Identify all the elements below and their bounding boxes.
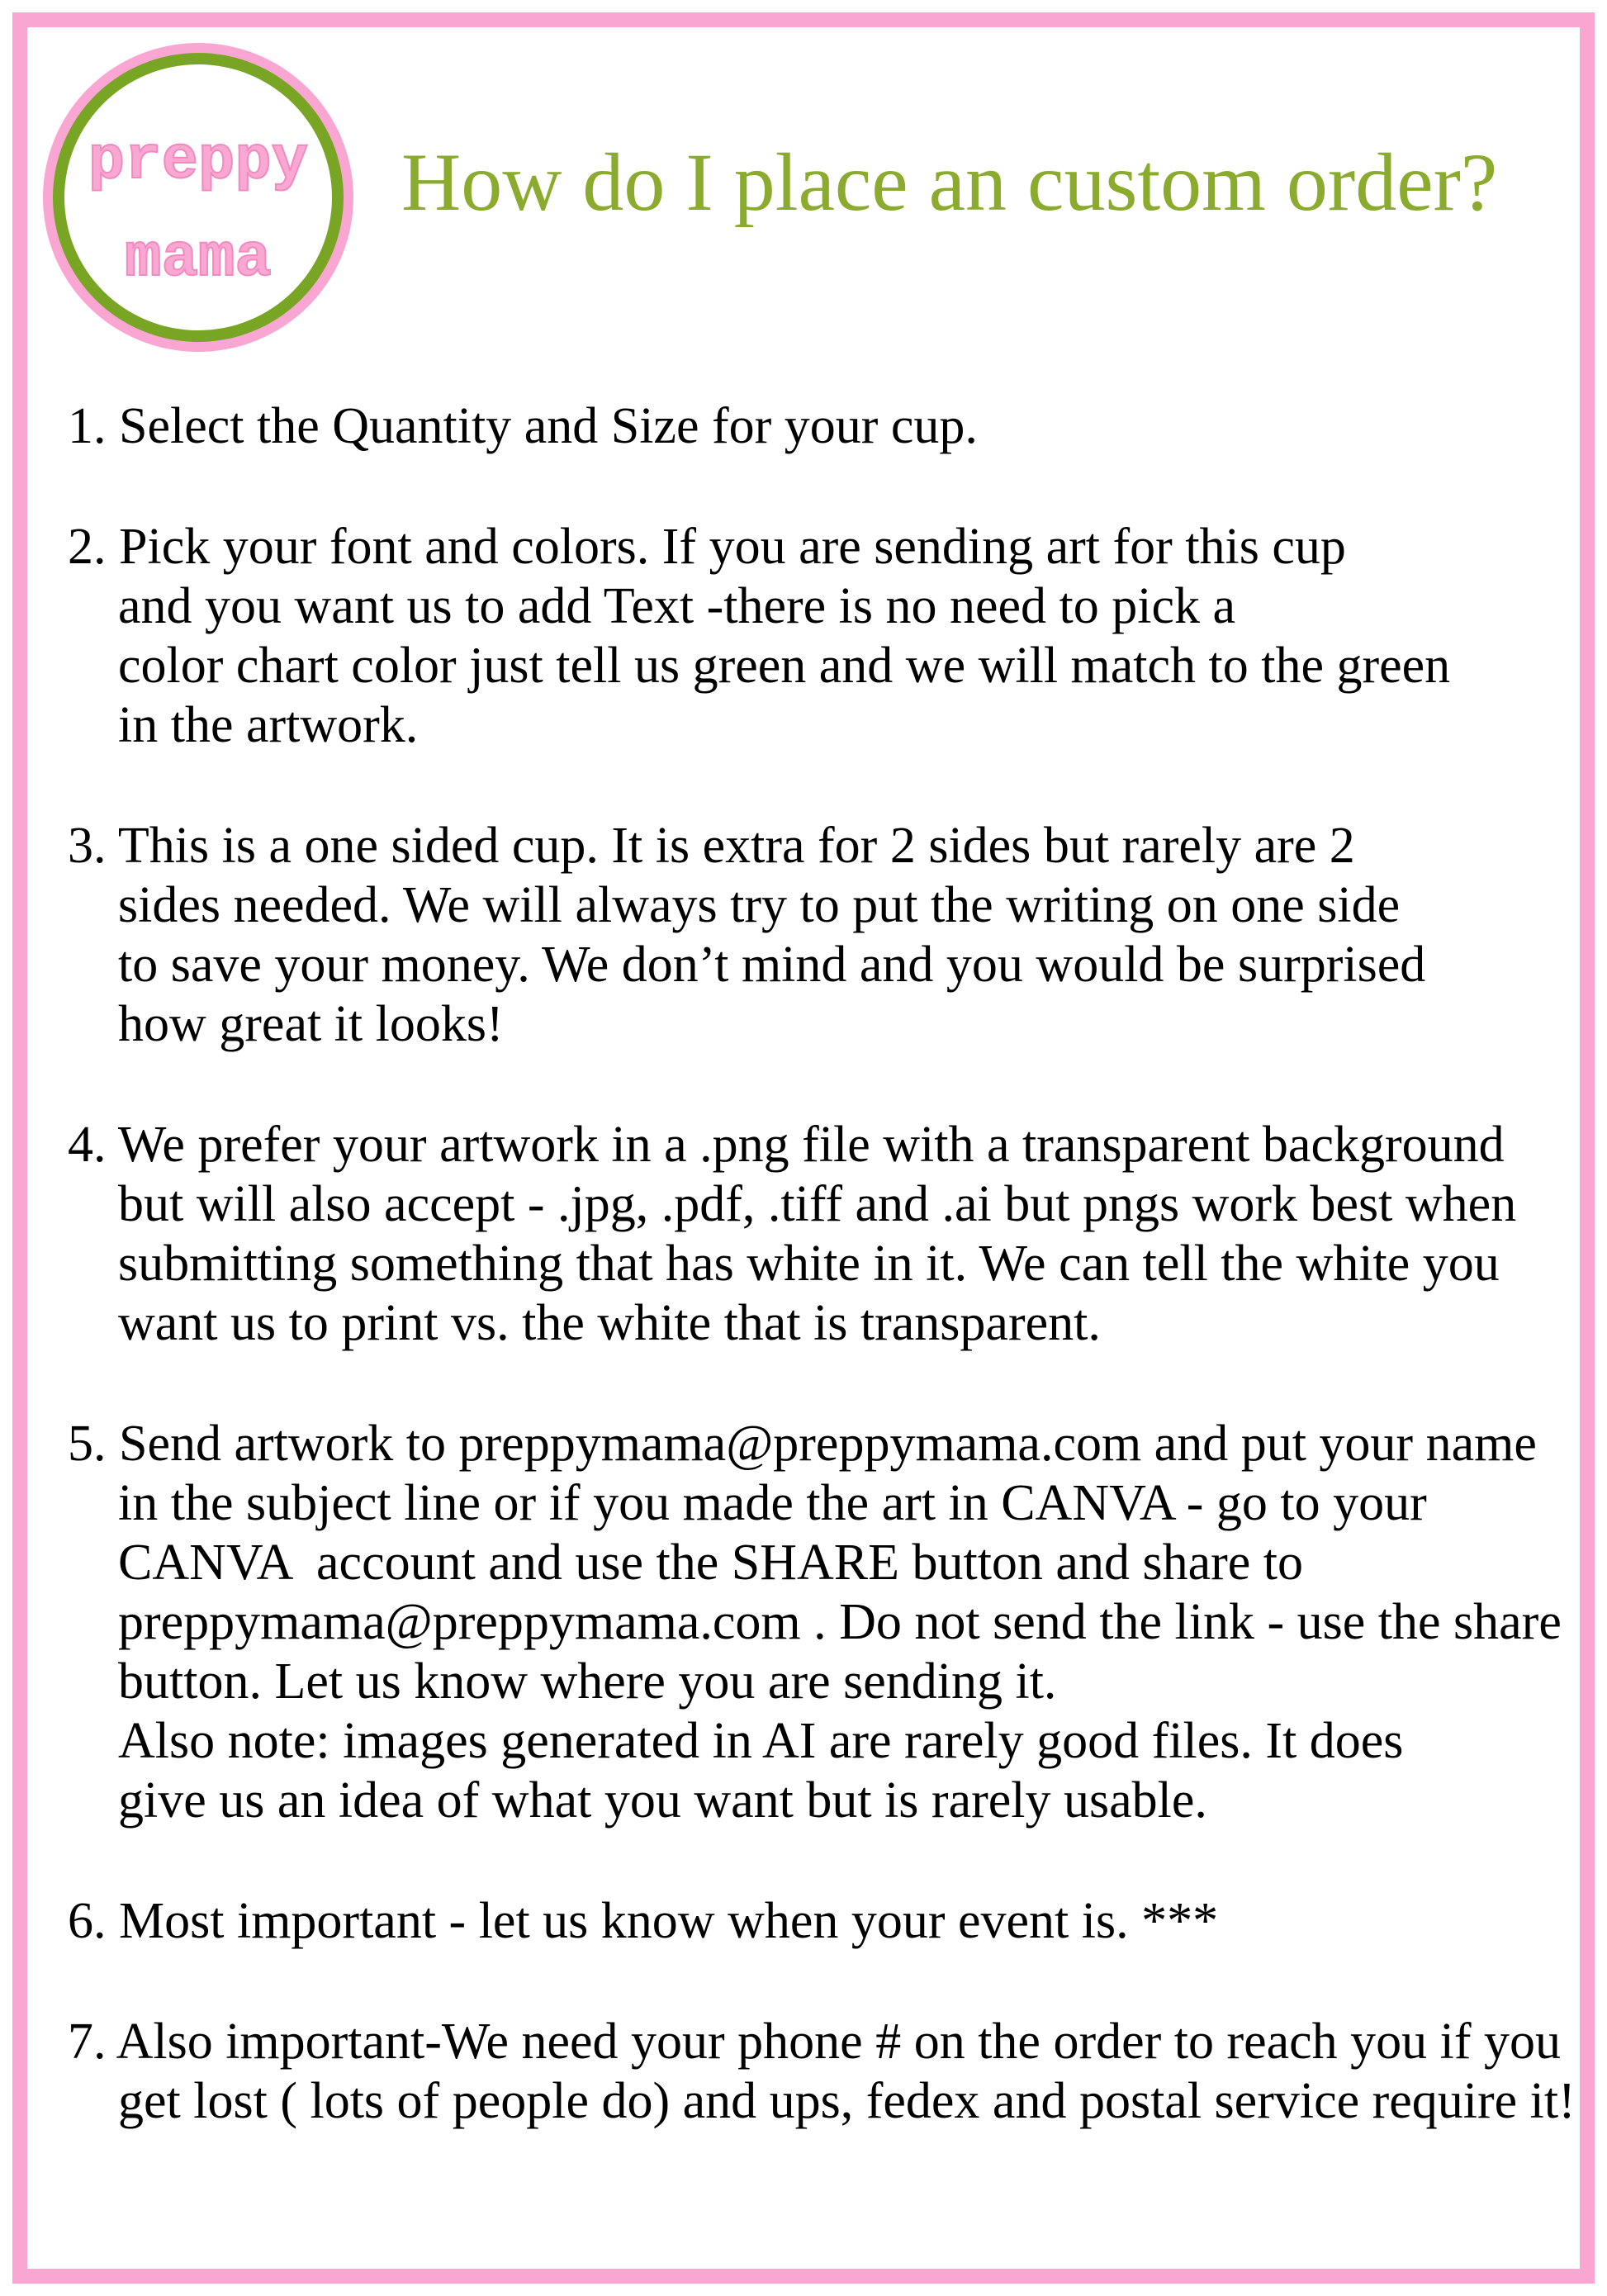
- instruction-line: [68, 2012, 1571, 2071]
- instruction-line: sides needed. We will always try to put the writing on one side: [118, 877, 1401, 933]
- instruction-line: in the subject line or if you made the art in CANVA - go to your: [118, 1475, 1427, 1531]
- instruction-line: color chart color just tell us green and we will match to the green: [118, 638, 1451, 694]
- item-number: 5.: [68, 1416, 107, 1472]
- instruction-line: [68, 396, 1571, 456]
- item-text: We prefer your artwork in a .png file with a transparent background: [106, 1117, 1505, 1173]
- instruction-line: give us an idea of what you want but is rarely usable.: [118, 1772, 1207, 1829]
- item-text: Most important - let us know when your event is. ***: [106, 1893, 1219, 1949]
- item-text: This is a one sided cup. It is extra for 2 sides but rarely are 2: [106, 818, 1355, 874]
- logo-text-line2: mama: [125, 225, 272, 294]
- instruction-line: want us to print vs. the white that is transparent.: [118, 1295, 1101, 1351]
- instruction-line: to save your money. We don’t mind and you would be surprised: [118, 937, 1426, 993]
- instruction-line: [68, 1115, 1571, 1174]
- item-number: 6.: [68, 1893, 107, 1949]
- instruction-line: [68, 517, 1571, 576]
- instruction-line: but will also accept - .jpg, .pdf, .tiff and .ai but pngs work best when: [118, 1176, 1517, 1232]
- item-text: Pick your font and colors. If you are sending art for this cup: [106, 519, 1346, 575]
- instruction-item: [68, 1891, 1571, 1951]
- instruction-line: CANVA account and use the SHARE button and share to: [118, 1535, 1303, 1591]
- instruction-item: [68, 2012, 1576, 2131]
- instruction-line: [68, 1891, 1571, 1951]
- logo-inner-circle: [64, 64, 332, 330]
- instructions-list: [68, 396, 1576, 2192]
- item-number: 4.: [68, 1117, 107, 1173]
- item-text: Also important-We need your phone # on the order to reach you if you: [106, 2014, 1562, 2070]
- item-number: 1.: [68, 398, 107, 454]
- item-number: 3.: [68, 818, 107, 874]
- instruction-line: [68, 1414, 1571, 1473]
- instruction-line: Also note: images generated in AI are rarely good files. It does: [118, 1713, 1404, 1769]
- preppy-mama-logo: [43, 43, 353, 352]
- instruction-line: in the artwork.: [118, 697, 419, 753]
- instruction-line: and you want us to add Text -there is no need to pick a: [118, 578, 1236, 634]
- instruction-line: get lost ( lots of people do) and ups, fedex and postal service require it!: [118, 2073, 1576, 2129]
- logo-green-ring: [53, 53, 344, 342]
- logo-wordmark: [88, 113, 308, 309]
- instruction-item: [68, 1414, 1571, 1830]
- instruction-item: [68, 517, 1571, 755]
- instruction-line: submitting something that has white in it. We can tell the white you: [118, 1236, 1500, 1292]
- instruction-line: preppymama@preppymama.com . Do not send the link - use the share: [118, 1594, 1562, 1650]
- instruction-item: [68, 396, 1571, 456]
- instruction-item: [68, 816, 1571, 1054]
- item-number: 7.: [68, 2014, 107, 2070]
- item-text: Select the Quantity and Size for your cup.: [106, 398, 978, 454]
- logo-text-line1: preppy: [88, 126, 309, 197]
- instruction-line: button. Let us know where you are sending it.: [118, 1653, 1057, 1710]
- item-number: 2.: [68, 519, 107, 575]
- instruction-line: [68, 816, 1571, 875]
- item-text: Send artwork to preppymama@preppymama.com and put your name: [106, 1416, 1537, 1472]
- instruction-item: [68, 1115, 1571, 1353]
- instruction-line: how great it looks!: [118, 996, 504, 1052]
- page-title: How do I place an custom order?: [401, 136, 1498, 228]
